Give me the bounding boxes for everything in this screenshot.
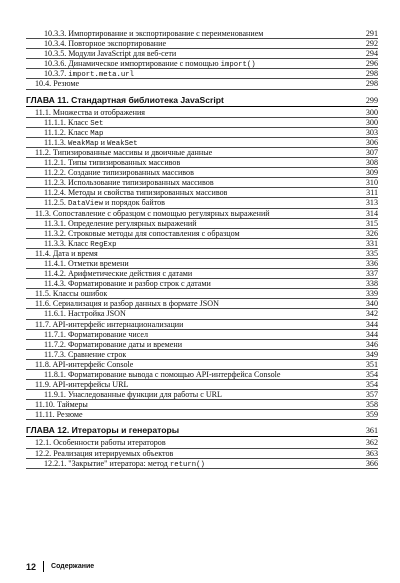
toc-entry-title <box>26 400 88 410</box>
toc-entry <box>26 370 378 380</box>
toc-page-number: 349 <box>365 349 378 359</box>
title-text: и <box>98 137 108 147</box>
toc-entry <box>26 59 378 69</box>
toc-entry-title <box>26 79 79 89</box>
title-text: 11.7.2. Форматирование даты и времени <box>44 339 183 349</box>
title-text: 11.2.5. <box>44 198 68 208</box>
title-text: 11.4. Дата и время <box>35 248 98 258</box>
toc-page-number: 306 <box>365 137 378 147</box>
toc-entry <box>26 209 378 219</box>
title-text: 11.3. Сопоставление с образцом с помощью регулярных выражений <box>35 208 270 218</box>
toc-entry-title <box>26 219 197 229</box>
toc-entry <box>26 198 378 208</box>
title-text: 11.2.1. Типы типизированных массивов <box>44 158 181 168</box>
toc-page-number: 354 <box>365 370 378 379</box>
toc-entry <box>26 360 378 370</box>
toc-entry-title <box>26 320 183 330</box>
toc-page-number: 291 <box>365 29 378 38</box>
toc-page-number: 298 <box>365 79 378 89</box>
title-text: 11.3.1. Определение регулярных выражений <box>44 218 197 228</box>
toc-entry-title <box>26 410 83 420</box>
title-text: 11.1.3. <box>44 137 68 147</box>
title-text: 10.4. Резюме <box>35 79 80 89</box>
toc-entry-title <box>26 299 219 309</box>
toc-entry <box>26 128 378 138</box>
toc-page-number: 344 <box>365 319 378 329</box>
toc-entry <box>26 400 378 410</box>
toc-entry <box>26 29 378 39</box>
toc-chapter-heading <box>26 423 378 437</box>
toc-entry-title <box>26 158 180 168</box>
toc-entry-title <box>26 370 281 380</box>
title-text: 11.8.1. Форматирование вывода с помощью API-интерфейса Console <box>44 370 281 379</box>
code-fragment: WeakSet <box>107 139 138 148</box>
toc-entry <box>26 178 378 188</box>
toc-page-number: 340 <box>365 299 378 309</box>
title-text: 11.1.1. Класс <box>44 117 91 127</box>
chapter-title <box>26 93 224 107</box>
toc-page-number: 338 <box>365 279 378 289</box>
toc-entry <box>26 69 378 79</box>
code-fragment: import.meta.url <box>68 71 134 80</box>
title-text: 11.6.1. Настройка JSON <box>44 309 126 319</box>
toc-entry-title <box>26 108 145 118</box>
title-text: 11.7. API-интерфейс интернационализации <box>35 319 184 329</box>
toc-page-number: 299 <box>365 95 378 105</box>
chapter-title <box>26 423 179 437</box>
toc-page-number: 294 <box>365 49 378 59</box>
toc-entry <box>26 79 378 89</box>
toc-entry <box>26 449 378 459</box>
toc-page-number: 339 <box>365 289 378 299</box>
toc-page-number: 331 <box>365 238 378 248</box>
title-text: 11.4.1. Отметки времени <box>44 258 129 268</box>
title-text: ГЛАВА 11. Стандартная библиотека JavaScript <box>26 94 224 105</box>
toc-entry-title <box>26 209 270 219</box>
toc-entry <box>26 299 378 309</box>
toc-entry <box>26 279 378 289</box>
toc-entry-title <box>26 390 222 400</box>
title-text: 10.3.5. Модули JavaScript для веб-сети <box>44 49 177 59</box>
toc-page-number: 310 <box>365 178 378 188</box>
title-text: 10.3.3. Импортирование и экспортирование с переименованием <box>44 29 264 38</box>
toc-page-number: 311 <box>366 188 378 198</box>
toc-entry <box>26 390 378 400</box>
footer-page-number: 12 <box>26 561 37 572</box>
toc-page-number: 342 <box>365 309 378 319</box>
toc-page-number: 361 <box>365 426 378 436</box>
toc-entry-title <box>26 168 194 178</box>
toc-entry <box>26 438 378 448</box>
toc-page-number: 359 <box>365 410 378 420</box>
code-fragment: Set <box>90 119 104 128</box>
toc-page-number: 300 <box>365 117 378 127</box>
toc-entry-title <box>26 39 166 49</box>
title-text: 11.3.3. Класс <box>44 238 91 248</box>
toc-page-number: 366 <box>365 458 378 468</box>
title-text: 11.8. API-интерфейс Console <box>35 359 134 369</box>
toc-entry-title <box>26 380 128 390</box>
toc-entry-title <box>26 49 176 59</box>
toc-entry <box>26 459 378 469</box>
toc-page-number: 335 <box>365 248 378 258</box>
title-text: 10.3.6. Динамическое импортирование с помощью <box>44 59 221 69</box>
toc-entry-title <box>26 188 227 198</box>
toc-entry-title <box>26 330 148 340</box>
toc-entry-title <box>26 148 212 158</box>
title-text: 11.3.2. Строковые методы для сопоставления с образцом <box>44 228 240 238</box>
toc-entry <box>26 239 378 249</box>
toc-page-number: 357 <box>365 390 378 400</box>
toc-entry-title <box>26 229 240 239</box>
toc-page-number: 296 <box>365 59 378 69</box>
title-text: и порядок байтов <box>103 198 166 208</box>
title-text: 11.1.2. Класс <box>44 127 91 137</box>
toc-entry <box>26 320 378 330</box>
page-footer <box>26 561 94 572</box>
toc-entry <box>26 108 378 118</box>
title-text: 11.2.3. Использование типизированных массивов <box>44 178 214 188</box>
toc-entry <box>26 39 378 49</box>
toc-entry-title <box>26 360 133 370</box>
toc-entry <box>26 289 378 299</box>
toc-page-number: 354 <box>365 380 378 390</box>
toc-entry-title <box>26 340 182 350</box>
title-text: 11.4.2. Арифметические действия с датами <box>44 269 193 279</box>
toc-entry <box>26 249 378 259</box>
title-text: 12.1. Особенности работы итераторов <box>35 438 166 448</box>
toc-page-number: 314 <box>365 208 378 218</box>
toc-chapter-heading <box>26 93 378 107</box>
toc-entry <box>26 269 378 279</box>
toc-entry-title <box>26 309 126 319</box>
toc-page-number: 298 <box>365 69 378 79</box>
toc-page-number: 303 <box>365 127 378 137</box>
title-text: 11.10. Таймеры <box>35 400 88 410</box>
toc-entry <box>26 168 378 178</box>
toc-page-number: 344 <box>365 329 378 339</box>
toc-entry-title <box>26 350 126 360</box>
toc-entry <box>26 49 378 59</box>
toc-entry <box>26 138 378 148</box>
toc-entry-title <box>26 459 205 470</box>
toc-entry <box>26 148 378 158</box>
title-text: 12.2. Реализация итерируемых объектов <box>35 448 174 458</box>
title-text: 11.4.3. Форматирование и разбор строк с датами <box>44 279 211 289</box>
code-fragment: Map <box>90 129 104 138</box>
footer-divider <box>43 561 44 572</box>
toc-page-number: 292 <box>365 39 378 49</box>
toc-entry <box>26 380 378 390</box>
toc-page-number: 346 <box>365 339 378 349</box>
toc-page-number: 362 <box>365 438 378 448</box>
footer-section-label: Содержание <box>51 563 95 570</box>
title-text: 11.2.4. Методы и свойства типизированных массивов <box>44 188 228 198</box>
toc-page-number: 326 <box>365 228 378 238</box>
toc-entry <box>26 219 378 229</box>
code-fragment: return() <box>169 460 205 469</box>
title-text: 10.3.4. Повторное экспортирование <box>44 39 167 49</box>
title-text: 11.1. Множества и отображения <box>35 107 146 117</box>
toc-page-number: 336 <box>365 258 378 268</box>
code-fragment: import() <box>220 61 256 70</box>
title-text: 11.2. Типизированные массивы и двоичные данные <box>35 147 213 157</box>
toc-entry-title <box>26 249 98 259</box>
toc-entry <box>26 229 378 239</box>
table-of-contents <box>26 29 378 469</box>
title-text: ГЛАВА 12. Итераторы и генераторы <box>26 425 180 436</box>
toc-entry <box>26 350 378 360</box>
title-text: 11.9.1. Унаследованные функции для работы с URL <box>44 390 223 400</box>
toc-page-number: 307 <box>365 147 378 157</box>
toc-page-number: 300 <box>365 107 378 117</box>
toc-entry-title <box>26 259 129 269</box>
toc-page-number: 337 <box>365 269 378 279</box>
toc-entry <box>26 410 378 420</box>
toc-page-number: 313 <box>365 198 378 208</box>
toc-entry-title <box>26 449 173 459</box>
toc-page-number: 363 <box>365 448 378 458</box>
toc-entry <box>26 309 378 319</box>
toc-page-number: 308 <box>365 158 378 168</box>
toc-page-number: 358 <box>365 400 378 410</box>
toc-entry <box>26 330 378 340</box>
toc-page-number: 351 <box>365 359 378 369</box>
toc-entry-title <box>26 289 107 299</box>
toc-entry-title <box>26 279 211 289</box>
code-fragment: DataView <box>67 200 104 209</box>
toc-entry <box>26 259 378 269</box>
title-text: 11.5. Классы ошибок <box>35 289 108 299</box>
code-fragment: RegExp <box>90 240 117 249</box>
title-text: 11.9. API-интерфейсы URL <box>35 380 129 390</box>
toc-page-number: 315 <box>365 218 378 228</box>
title-text: 10.3.7. <box>44 69 69 79</box>
title-text: 11.2.2. Создание типизированных массивов <box>44 168 194 178</box>
title-text: 11.6. Сериализация и разбор данных в формате JSON <box>35 299 219 309</box>
toc-entry-title <box>26 269 192 279</box>
toc-entry-title <box>26 438 166 448</box>
title-text: 12.2.1. "Закрытие" итератора: метод <box>44 458 170 468</box>
toc-entry-title <box>26 29 263 39</box>
code-fragment: WeakMap <box>67 139 99 148</box>
toc-page-number: 309 <box>365 168 378 178</box>
toc-entry <box>26 118 378 128</box>
toc-entry <box>26 188 378 198</box>
toc-entry-title <box>26 178 214 188</box>
title-text: 11.7.1. Форматирование чисел <box>44 329 149 339</box>
title-text: 11.11. Резюме <box>35 410 83 420</box>
title-text: 11.7.3. Сравнение строк <box>44 349 127 359</box>
toc-entry <box>26 340 378 350</box>
toc-entry <box>26 158 378 168</box>
